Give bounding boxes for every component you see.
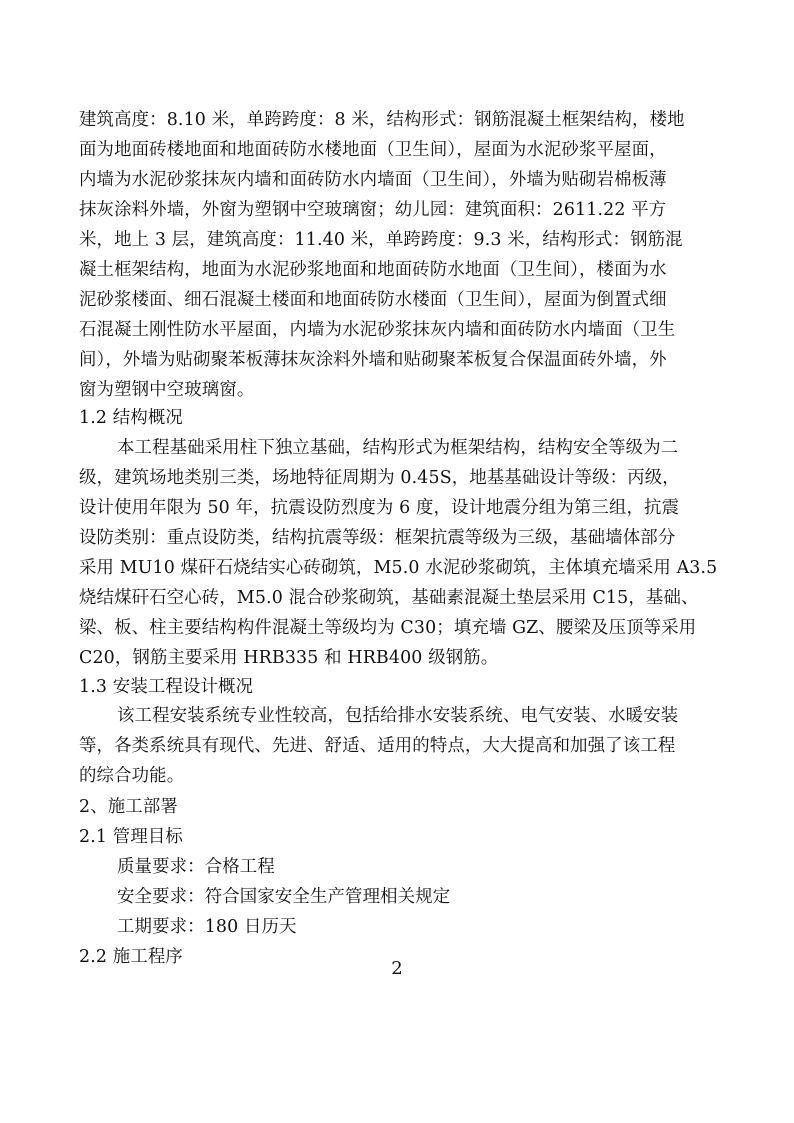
- paragraph-line: 本工程基础采用柱下独立基础，结构形式为框架结构，结构安全等级为二: [117, 438, 679, 458]
- paragraph-line: 烧结煤矸石空心砖，M5.0 混合砂浆砌筑，基础素混凝土垫层采用 C15，基础、: [79, 588, 699, 608]
- section-heading-2-2: 2.2 施工程序: [79, 947, 183, 967]
- section-heading-2-1: 2.1 管理目标: [79, 827, 183, 847]
- paragraph-line: 等，各类系统具有现代、先进、舒适、适用的特点，大大提高和加强了该工程: [79, 736, 676, 756]
- schedule-requirement: 工期要求：180 日历天: [117, 917, 297, 937]
- paragraph-line: 的综合功能。: [79, 766, 185, 786]
- page-number: 2: [391, 958, 403, 979]
- paragraph-line: 内墙为水泥砂浆抹灰内墙和面砖防水内墙面（卫生间），外墙为贴砌岩棉板薄: [79, 170, 667, 190]
- paragraph-line: 梁、板、柱主要结构构件混凝土等级均为 C30；填充墙 GZ、腰梁及压顶等采用: [79, 618, 697, 638]
- paragraph-line: 设防类别：重点设防类，结构抗震等级：框架抗震等级为三级，基础墙体部分: [79, 528, 676, 548]
- paragraph-line: 该工程安装系统专业性较高，包括给排水安装系统、电气安装、水暖安装: [117, 706, 679, 726]
- paragraph-line: 米，地上 3 层，建筑高度：11.40 米，单跨跨度：9.3 米，结构形式：钢筋混: [79, 230, 683, 250]
- paragraph-line: 间），外墙为贴砌聚苯板薄抹灰涂料外墙和贴砌聚苯板复合保温面砖外墙，外: [79, 350, 667, 370]
- paragraph-line: 设计使用年限为 50 年，抗震设防烈度为 6 度，设计地震分组为第三组，抗震: [79, 498, 680, 518]
- paragraph-line: 窗为塑钢中空玻璃窗。: [79, 380, 255, 400]
- paragraph-line: 级，建筑场地类别三类，场地特征周期为 0.45S，地基基础设计等级：丙级，: [79, 468, 680, 488]
- section-heading-1-3: 1.3 安装工程设计概况: [79, 677, 254, 697]
- paragraph-line: C20，钢筋主要采用 HRB335 和 HRB400 级钢筋。: [79, 648, 499, 668]
- paragraph-line: 面为地面砖楼地面和地面砖防水楼地面（卫生间），屋面为水泥砂浆平屋面，: [79, 140, 667, 160]
- safety-requirement: 安全要求：符合国家安全生产管理相关规定: [117, 887, 451, 907]
- paragraph-line: 采用 MU10 煤矸石烧结实心砖砌筑，M5.0 水泥砂浆砌筑，主体填充墙采用 A3.5: [79, 558, 718, 578]
- paragraph-line: 石混凝土刚性防水平屋面，内墙为水泥砂浆抹灰内墙和面砖防水内墙面（卫生: [79, 320, 676, 340]
- paragraph-line: 建筑高度：8.10 米，单跨跨度：8 米，结构形式：钢筋混凝土框架结构，楼地: [79, 110, 685, 130]
- paragraph-line: 泥砂浆楼面、细石混凝土楼面和地面砖防水楼面（卫生间），屋面为倒置式细: [79, 290, 667, 310]
- paragraph-line: 抹灰涂料外墙，外窗为塑钢中空玻璃窗；幼儿园：建筑面积：2611.22 平方: [79, 200, 667, 220]
- paragraph-line: 凝土框架结构，地面为水泥砂浆地面和地面砖防水地面（卫生间），楼面为水: [79, 260, 667, 280]
- section-heading-2: 2、施工部署: [79, 797, 178, 817]
- section-heading-1-2: 1.2 结构概况: [79, 408, 183, 428]
- quality-requirement: 质量要求：合格工程: [117, 857, 275, 877]
